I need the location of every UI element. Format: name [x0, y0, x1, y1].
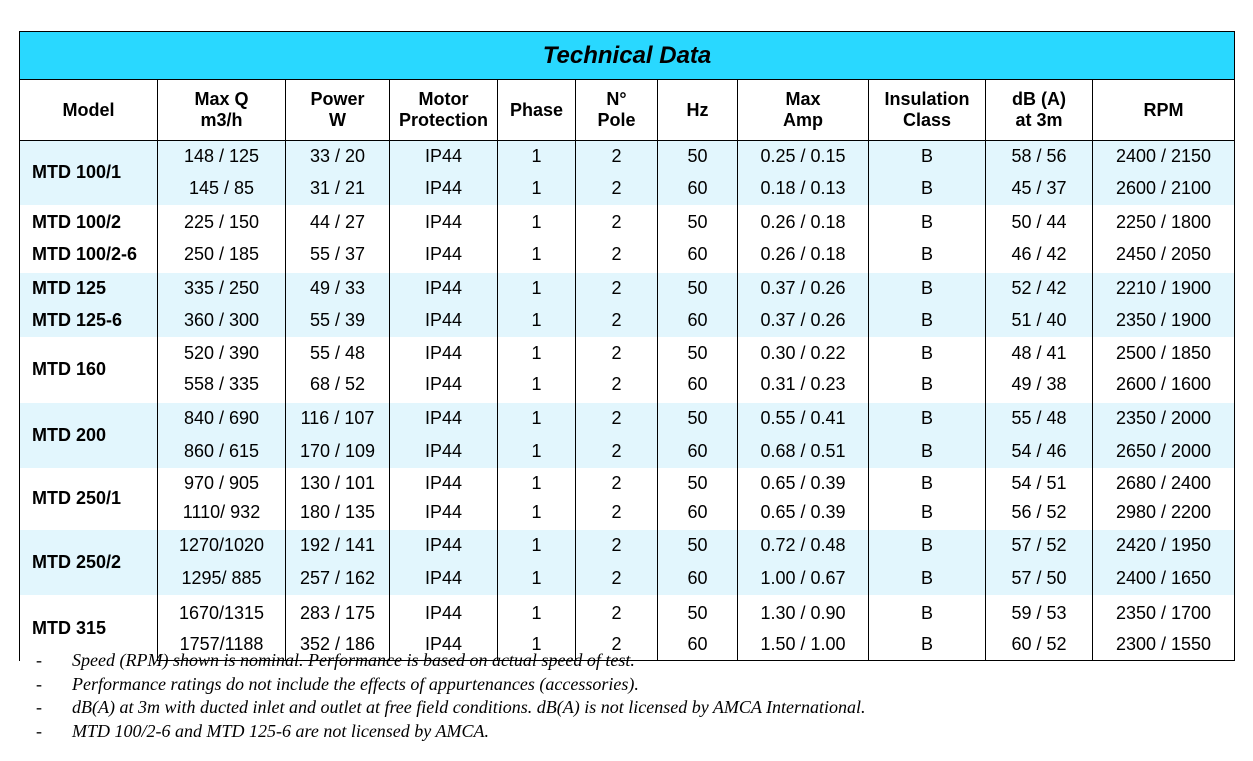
rpm-cell: 2980 / 2200 [1093, 498, 1235, 528]
pole-cell: 2 [576, 597, 658, 630]
phase-cell: 1 [498, 339, 576, 369]
insulation-class-cell: B [869, 305, 986, 337]
hz-cell: 60 [658, 239, 738, 271]
power-cell: 283 / 175 [286, 597, 390, 630]
table-row [20, 207, 1235, 239]
insulation-class-cell: B [869, 597, 986, 630]
motor-protection-cell: IP44 [390, 435, 498, 468]
hz-cell: 60 [658, 369, 738, 401]
max-q-cell: 1270/1020 [158, 530, 286, 562]
phase-cell: 1 [498, 470, 576, 498]
model-cell: MTD 100/2 [20, 207, 158, 239]
max-amp-cell: 0.65 / 0.39 [738, 498, 869, 528]
max-q-cell: 558 / 335 [158, 369, 286, 401]
max-q-cell: 335 / 250 [158, 273, 286, 305]
max-amp-cell: 0.26 / 0.18 [738, 207, 869, 239]
db-cell: 45 / 37 [986, 173, 1093, 205]
insulation-class-cell: B [869, 562, 986, 595]
model-cell: MTD 250/1 [20, 470, 158, 528]
max-amp-cell: 0.26 / 0.18 [738, 239, 869, 271]
pole-cell: 2 [576, 305, 658, 337]
max-q-cell: 148 / 125 [158, 141, 286, 173]
power-cell: 55 / 39 [286, 305, 390, 337]
hz-cell: 60 [658, 435, 738, 468]
power-cell: 257 / 162 [286, 562, 390, 595]
max-q-cell: 225 / 150 [158, 207, 286, 239]
pole-cell: 2 [576, 530, 658, 562]
footnote [36, 673, 866, 697]
max-q-cell: 1757/1188 [158, 630, 286, 661]
db-cell: 56 / 52 [986, 498, 1093, 528]
rpm-cell: 2400 / 2150 [1093, 141, 1235, 173]
insulation-class-cell: B [869, 498, 986, 528]
insulation-class-cell: B [869, 339, 986, 369]
header-hz: Hz [658, 80, 738, 141]
max-amp-cell: 0.18 / 0.13 [738, 173, 869, 205]
model-cell: MTD 160 [20, 339, 158, 401]
max-q-cell: 250 / 185 [158, 239, 286, 271]
db-cell: 50 / 44 [986, 207, 1093, 239]
max-q-cell: 840 / 690 [158, 403, 286, 435]
hz-cell: 60 [658, 630, 738, 661]
motor-protection-cell: IP44 [390, 630, 498, 661]
footnote-text: dB(A) at 3m with ducted inlet and outlet at free field conditions. dB(A) is not licensed by AMCA International. [72, 697, 866, 718]
pole-cell: 2 [576, 498, 658, 528]
max-amp-cell: 1.00 / 0.67 [738, 562, 869, 595]
max-q-cell: 520 / 390 [158, 339, 286, 369]
phase-cell: 1 [498, 369, 576, 401]
rpm-cell: 2210 / 1900 [1093, 273, 1235, 305]
power-cell: 192 / 141 [286, 530, 390, 562]
hz-cell: 50 [658, 141, 738, 173]
footnote [36, 649, 866, 673]
rpm-cell: 2600 / 1600 [1093, 369, 1235, 401]
header-pole: N° Pole [576, 80, 658, 141]
phase-cell: 1 [498, 562, 576, 595]
motor-protection-cell: IP44 [390, 141, 498, 173]
hz-cell: 50 [658, 403, 738, 435]
phase-cell: 1 [498, 630, 576, 661]
footnote [36, 696, 866, 720]
db-cell: 49 / 38 [986, 369, 1093, 401]
header-power: Power W [286, 80, 390, 141]
pole-cell: 2 [576, 141, 658, 173]
max-amp-cell: 0.37 / 0.26 [738, 305, 869, 337]
power-cell: 116 / 107 [286, 403, 390, 435]
db-cell: 48 / 41 [986, 339, 1093, 369]
motor-protection-cell: IP44 [390, 530, 498, 562]
footnote-bullet: - [36, 673, 42, 694]
power-cell: 31 / 21 [286, 173, 390, 205]
model-cell: MTD 200 [20, 403, 158, 468]
max-amp-cell: 0.30 / 0.22 [738, 339, 869, 369]
pole-cell: 2 [576, 207, 658, 239]
pole-cell: 2 [576, 369, 658, 401]
power-cell: 352 / 186 [286, 630, 390, 661]
model-cell: MTD 125 [20, 273, 158, 305]
pole-cell: 2 [576, 470, 658, 498]
max-q-cell: 1670/1315 [158, 597, 286, 630]
phase-cell: 1 [498, 239, 576, 271]
pole-cell: 2 [576, 239, 658, 271]
db-cell: 57 / 52 [986, 530, 1093, 562]
power-cell: 44 / 27 [286, 207, 390, 239]
footnote-bullet: - [36, 697, 42, 718]
max-amp-cell: 0.65 / 0.39 [738, 470, 869, 498]
max-q-cell: 860 / 615 [158, 435, 286, 468]
power-cell: 170 / 109 [286, 435, 390, 468]
table-title: Technical Data [20, 32, 1235, 80]
hz-cell: 50 [658, 470, 738, 498]
insulation-class-cell: B [869, 435, 986, 468]
phase-cell: 1 [498, 173, 576, 205]
motor-protection-cell: IP44 [390, 273, 498, 305]
insulation-class-cell: B [869, 403, 986, 435]
header-model: Model [20, 80, 158, 141]
db-cell: 46 / 42 [986, 239, 1093, 271]
insulation-class-cell: B [869, 369, 986, 401]
insulation-class-cell: B [869, 630, 986, 661]
max-amp-cell: 0.25 / 0.15 [738, 141, 869, 173]
table-row [20, 173, 1235, 205]
max-amp-cell: 0.55 / 0.41 [738, 403, 869, 435]
max-amp-cell: 0.37 / 0.26 [738, 273, 869, 305]
motor-protection-cell: IP44 [390, 597, 498, 630]
insulation-class-cell: B [869, 239, 986, 271]
table-row [20, 530, 1235, 562]
motor-protection-cell: IP44 [390, 369, 498, 401]
footnote-text: Performance ratings do not include the effects of appurtenances (accessories). [72, 673, 639, 694]
pole-cell: 2 [576, 630, 658, 661]
hz-cell: 50 [658, 530, 738, 562]
header-max-q: Max Q m3/h [158, 80, 286, 141]
hz-cell: 60 [658, 498, 738, 528]
hz-cell: 60 [658, 305, 738, 337]
rpm-cell: 2420 / 1950 [1093, 530, 1235, 562]
db-cell: 54 / 51 [986, 470, 1093, 498]
motor-protection-cell: IP44 [390, 239, 498, 271]
table-row [20, 470, 1235, 498]
pole-cell: 2 [576, 173, 658, 205]
pole-cell: 2 [576, 562, 658, 595]
max-amp-cell: 0.72 / 0.48 [738, 530, 869, 562]
table-row [20, 597, 1235, 630]
power-cell: 130 / 101 [286, 470, 390, 498]
footnote-bullet: - [36, 721, 42, 742]
phase-cell: 1 [498, 403, 576, 435]
phase-cell: 1 [498, 207, 576, 239]
max-amp-cell: 0.68 / 0.51 [738, 435, 869, 468]
motor-protection-cell: IP44 [390, 498, 498, 528]
phase-cell: 1 [498, 435, 576, 468]
max-amp-cell: 0.31 / 0.23 [738, 369, 869, 401]
header-insulation-class: Insulation Class [869, 80, 986, 141]
table-body [20, 141, 1235, 661]
max-q-cell: 1295/ 885 [158, 562, 286, 595]
rpm-cell: 2650 / 2000 [1093, 435, 1235, 468]
table-row [20, 498, 1235, 528]
rpm-cell: 2300 / 1550 [1093, 630, 1235, 661]
table-row [20, 562, 1235, 595]
hz-cell: 50 [658, 207, 738, 239]
table-row [20, 403, 1235, 435]
rpm-cell: 2250 / 1800 [1093, 207, 1235, 239]
phase-cell: 1 [498, 273, 576, 305]
db-cell: 57 / 50 [986, 562, 1093, 595]
header-max-amp: Max Amp [738, 80, 869, 141]
table-row [20, 305, 1235, 337]
table-row [20, 273, 1235, 305]
motor-protection-cell: IP44 [390, 403, 498, 435]
hz-cell: 60 [658, 562, 738, 595]
power-cell: 49 / 33 [286, 273, 390, 305]
model-cell: MTD 125-6 [20, 305, 158, 337]
motor-protection-cell: IP44 [390, 339, 498, 369]
pole-cell: 2 [576, 403, 658, 435]
phase-cell: 1 [498, 530, 576, 562]
insulation-class-cell: B [869, 470, 986, 498]
motor-protection-cell: IP44 [390, 470, 498, 498]
power-cell: 68 / 52 [286, 369, 390, 401]
rpm-cell: 2400 / 1650 [1093, 562, 1235, 595]
hz-cell: 50 [658, 339, 738, 369]
table-row [20, 435, 1235, 468]
motor-protection-cell: IP44 [390, 207, 498, 239]
footnotes [36, 649, 866, 744]
db-cell: 52 / 42 [986, 273, 1093, 305]
header-rpm: RPM [1093, 80, 1235, 141]
footnote-text: Speed (RPM) shown is nominal. Performance is based on actual speed of test. [72, 650, 635, 670]
db-cell: 60 / 52 [986, 630, 1093, 661]
table-row [20, 369, 1235, 401]
table-row [20, 141, 1235, 173]
power-cell: 55 / 48 [286, 339, 390, 369]
pole-cell: 2 [576, 339, 658, 369]
max-q-cell: 970 / 905 [158, 470, 286, 498]
max-q-cell: 360 / 300 [158, 305, 286, 337]
hz-cell: 50 [658, 273, 738, 305]
table-row [20, 339, 1235, 369]
insulation-class-cell: B [869, 273, 986, 305]
phase-cell: 1 [498, 498, 576, 528]
rpm-cell: 2680 / 2400 [1093, 470, 1235, 498]
header-motor-protection: Motor Protection [390, 80, 498, 141]
motor-protection-cell: IP44 [390, 305, 498, 337]
insulation-class-cell: B [869, 173, 986, 205]
header-phase: Phase [498, 80, 576, 141]
db-cell: 51 / 40 [986, 305, 1093, 337]
db-cell: 55 / 48 [986, 403, 1093, 435]
hz-cell: 50 [658, 597, 738, 630]
rpm-cell: 2450 / 2050 [1093, 239, 1235, 271]
db-cell: 59 / 53 [986, 597, 1093, 630]
footnote-text: MTD 100/2-6 and MTD 125-6 are not licensed by AMCA. [72, 721, 489, 742]
db-cell: 54 / 46 [986, 435, 1093, 468]
rpm-cell: 2500 / 1850 [1093, 339, 1235, 369]
rpm-cell: 2350 / 1700 [1093, 597, 1235, 630]
phase-cell: 1 [498, 141, 576, 173]
rpm-cell: 2600 / 2100 [1093, 173, 1235, 205]
db-cell: 58 / 56 [986, 141, 1093, 173]
phase-cell: 1 [498, 597, 576, 630]
rpm-cell: 2350 / 1900 [1093, 305, 1235, 337]
footnote [36, 720, 866, 744]
max-q-cell: 1110/ 932 [158, 498, 286, 528]
insulation-class-cell: B [869, 141, 986, 173]
pole-cell: 2 [576, 435, 658, 468]
model-cell: MTD 315 [20, 597, 158, 661]
rpm-cell: 2350 / 2000 [1093, 403, 1235, 435]
hz-cell: 60 [658, 173, 738, 205]
technical-data-table [19, 31, 1235, 661]
motor-protection-cell: IP44 [390, 562, 498, 595]
model-cell: MTD 250/2 [20, 530, 158, 595]
max-amp-cell: 1.50 / 1.00 [738, 630, 869, 661]
model-cell: MTD 100/1 [20, 141, 158, 205]
motor-protection-cell: IP44 [390, 173, 498, 205]
power-cell: 180 / 135 [286, 498, 390, 528]
insulation-class-cell: B [869, 207, 986, 239]
insulation-class-cell: B [869, 530, 986, 562]
phase-cell: 1 [498, 305, 576, 337]
max-amp-cell: 1.30 / 0.90 [738, 597, 869, 630]
table-row [20, 239, 1235, 271]
footnote-bullet: - [36, 650, 42, 670]
pole-cell: 2 [576, 273, 658, 305]
power-cell: 55 / 37 [286, 239, 390, 271]
power-cell: 33 / 20 [286, 141, 390, 173]
model-cell: MTD 100/2-6 [20, 239, 158, 271]
max-q-cell: 145 / 85 [158, 173, 286, 205]
header-db: dB (A) at 3m [986, 80, 1093, 141]
